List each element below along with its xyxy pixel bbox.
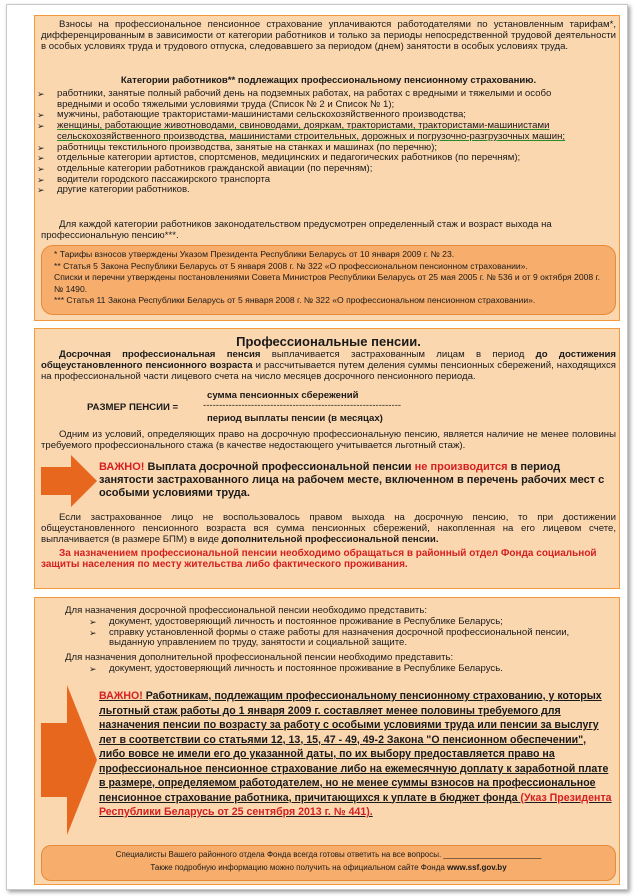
list-item: ➢ женщины, работающие животноводами, свиноводами, дояркам, трактористами, трактористами-машинистами сельскохозяйственного производства, машинистами строительных, дорожных и погрузочно-разгрузочных машин; — [35, 121, 595, 142]
list-item: ➢ другие категории работников. — [35, 185, 595, 196]
important-early: ВАЖНО! Выплата досрочной профессиональной пенсии не производится в период занятости застрахованного лица на рабочем месте, включенном в перечень рабочих мест с особыми условиями труда. — [99, 461, 605, 499]
formula-label: РАЗМЕР ПЕНСИИ = — [87, 402, 179, 413]
arrow-right-icon — [41, 685, 97, 835]
footnote-1: * Тарифы взносов утверждены Указом Президента Республики Беларусь от 10 января 2009 г. № 23. — [54, 249, 455, 259]
list-item: ➢ отдельные категории артистов, спортсменов, медицинских и педагогических работников (по перечням); — [35, 153, 595, 164]
early-pension-term: Досрочная профессиональная пенсия — [59, 349, 261, 360]
extra-docs-intro: Для назначения дополнительной профессиональной пенсии необходимо представить: — [65, 652, 454, 663]
footnote-2-lists: Списки и перечни утверждены постановлениями Совета Министров Республики Беларусь от 25 мая 2005 г. № 536 и от 9 октября 2008 г. № 1490. — [54, 272, 601, 294]
additional-pension-text: Если застрахованное лицо не воспользовалось правом выхода на досрочную пенсию, то при достижении общеустановленного пенсионного возраста вся сумма пенсионных сбережений, накопленная на его лицевом счете, выплачивается (в размере БПМ) в виде дополнительной профессиональной пенсии. — [41, 512, 616, 546]
list-item: ➢ документ, удостоверяющий личность и постоянное проживание в Республике Беларусь; — [87, 617, 612, 628]
early-pension-age: до достижения общеустановленного пенсионного возраста — [41, 349, 616, 372]
list-item: ➢ водители городского пассажирского транспорта — [35, 175, 595, 186]
list-item: ➢ справку установленной формы о стаже работы для назначения досрочной профессиональной пенсии, выданную управлением по труду, занятости и социальной защите. — [87, 628, 612, 649]
apply-text: За назначением профессиональной пенсии необходимо обращаться в районный отдел Фонда социальной защиты населения по месту жительства либо фактического проживания. — [41, 548, 597, 571]
list-item: ➢ документ, удостоверяющий личность и постоянное проживание в Республике Беларусь. — [87, 664, 612, 675]
site-link[interactable]: www.ssf.gov.by — [447, 863, 507, 872]
footer-site-line: Также подробную информацию можно получить на официальном сайте Фонда www.ssf.gov.by — [150, 863, 507, 872]
important-choice — [99, 689, 615, 820]
stazh-note: Для каждой категории работников законодательством предусмотрен определенный стаж и возраст выхода на профессиональную пенсию***. — [41, 219, 552, 242]
intro-text: Взносы на профессиональное пенсионное страхование уплачиваются работодателями по установленным тарифам*, дифференцированным в зависимости от категории работников и только за периоды непосредственной трудовой деятельности в особых условиях труда и трудового отпуска, следовавшего за периодом (днем) занятости в особых условиях труда. — [41, 19, 616, 53]
formula-denominator: период выплаты пенсии (в месяцах) — [207, 413, 383, 424]
footnotes-box — [41, 245, 616, 315]
early-pension-calc: и рассчитывается путем деления суммы пенсионных сбережений, находящихся на профессиональной части лицевого счета на число месяцев досрочного пенсионного периода. — [41, 360, 616, 383]
contact-footer — [41, 845, 616, 881]
early-pension-desc: выплачивается застрахованным лицам в период — [271, 349, 525, 360]
extra-docs-list — [87, 664, 612, 675]
footer-specialists: Специалисты Вашего районного отдела Фонда всегда готовы ответить на все вопросы. ______________________ — [115, 850, 542, 859]
list-item: ➢ мужчины, работающие трактористами-машинистами сельскохозяйственного производства; — [35, 110, 595, 121]
footnote-3: *** Статья 11 Закона Республики Беларусь от 5 января 2008 г. № 322 «О профессиональном пенсионном страховании». — [54, 295, 536, 305]
list-item: ➢ отдельные категории работников гражданской авиации (по перечням); — [35, 164, 595, 175]
pensions-title: Профессиональные пенсии. — [236, 334, 421, 349]
important-choice-text: Работникам, подлежащим профессиональному пенсионному страхованию, у которых льготный стаж работы до 1 января 2009 г. составляет менее половины требуемого для назначения пенсии по возрасту за работу с особыми условиями труда или пенсии за выслугу лет в соответствии со статьями 12, 13, 15, 47 - 49, 49-2 Закона "О пенсионном обеспечении", либо вовсе не имели его до указанной даты, по их выбору предоставляется право на профессиональное пенсионное страхование либо на ежемесячную доплату к заработной плате в размере, определяемом работодателем, но не менее суммы взносов на профессиональное пенсионное страхование работника, причитающихся к уплате в бюджет фонда — [99, 690, 609, 804]
leaflet-page — [6, 4, 628, 890]
important-label: ВАЖНО! — [99, 690, 143, 702]
arrow-right-icon — [41, 455, 97, 507]
list-item: ➢ работники, занятые полный рабочий день на подземных работах, на работах с вредными и тяжелыми и особо вредными и особо тяжелыми условиями труда (Список № 2 и Список № 1); — [35, 89, 595, 110]
footnote-2: ** Статья 5 Закона Республики Беларусь от 5 января 2008 г. № 322 «О профессиональном пенсионном страховании». — [54, 260, 528, 271]
early-docs-intro: Для назначения досрочной профессиональной пенсии необходимо представить: — [65, 605, 427, 616]
early-docs-list — [87, 617, 612, 649]
list-item: ➢ работницы текстильного производства, занятые на станках и машинах (по перечню); — [35, 143, 595, 154]
categories-list — [35, 89, 595, 196]
stazh-condition: Одним из условий, определяющих право на досрочную профессиональную пенсию, является наличие не менее половины требуемого профессионального стажа (в качестве недостающего учитывается льготный стаж). — [41, 429, 616, 452]
early-pension-text — [41, 349, 616, 383]
not-paid-text: не производится — [414, 461, 508, 473]
formula-numerator: сумма пенсионных сбережений — [207, 390, 359, 401]
additional-pension-term: дополнительной профессиональной пенсии. — [221, 534, 439, 546]
decree-reference: (Указ Президента Республики Беларусь от 25 сентября 2013 г. № 441). — [99, 791, 612, 818]
important-label: ВАЖНО! — [99, 461, 145, 473]
formula-line: -------------------------------------------------------------- — [203, 400, 402, 411]
categories-heading: Категории работников** подлежащих профессиональному пенсионному страхованию. — [120, 75, 537, 86]
